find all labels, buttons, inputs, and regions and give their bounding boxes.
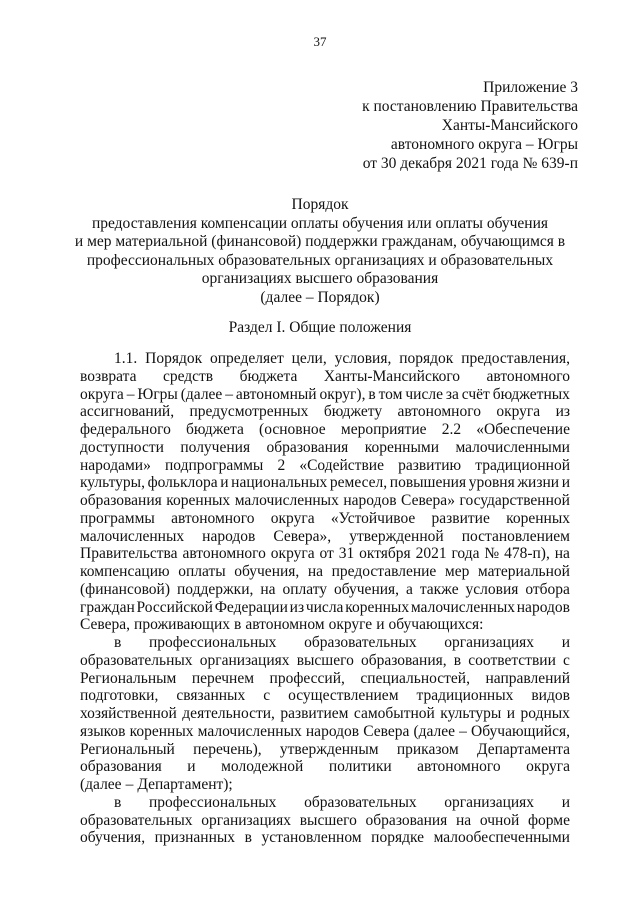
body-line bbox=[80, 776, 570, 794]
word: от bbox=[319, 545, 334, 563]
word: возврата bbox=[80, 367, 137, 385]
word: мероприятие bbox=[340, 421, 427, 438]
body-line bbox=[80, 670, 570, 688]
word: малочисленных bbox=[197, 722, 302, 740]
body-line bbox=[80, 474, 570, 492]
word: коренных bbox=[345, 598, 410, 616]
word: Ханты-Мансийского bbox=[323, 367, 461, 385]
word: Севера bbox=[363, 722, 410, 740]
word: организациях bbox=[444, 634, 535, 651]
word: Правительства bbox=[80, 545, 178, 563]
word: округа bbox=[526, 758, 570, 776]
word: порядке bbox=[371, 829, 425, 847]
word: поддержки, bbox=[176, 580, 254, 598]
word: Обучающийся, bbox=[471, 722, 570, 740]
word: (далее bbox=[413, 722, 456, 740]
word: числе bbox=[405, 385, 443, 403]
word: из bbox=[555, 403, 570, 421]
word: оплаты bbox=[178, 563, 226, 580]
body-line bbox=[80, 741, 570, 759]
word: округе bbox=[328, 616, 373, 634]
word: – bbox=[126, 385, 135, 403]
word: (далее bbox=[80, 776, 122, 793]
word: признанных bbox=[154, 829, 236, 847]
word: Региональный bbox=[80, 740, 175, 758]
word: бюджету bbox=[323, 403, 383, 421]
title-line: Порядок bbox=[291, 196, 349, 213]
body-line bbox=[80, 492, 570, 510]
body-line bbox=[80, 812, 570, 830]
word: 2.2 bbox=[441, 421, 462, 438]
word: Севера, bbox=[80, 616, 131, 634]
word: мер bbox=[444, 563, 470, 580]
word: профессиональных bbox=[148, 793, 277, 811]
word: с bbox=[563, 651, 570, 669]
word: самобытной bbox=[353, 705, 435, 722]
page-number: 37 bbox=[313, 34, 327, 49]
word: образования bbox=[365, 811, 448, 829]
word: и bbox=[187, 758, 196, 776]
word: округа bbox=[496, 403, 541, 421]
body-line bbox=[80, 457, 570, 475]
word: октября bbox=[359, 545, 411, 563]
word: округа bbox=[80, 385, 124, 403]
body-line bbox=[80, 758, 570, 776]
word: ассигнований, bbox=[80, 403, 175, 421]
word: предусмотренных bbox=[189, 403, 309, 421]
word: жизни bbox=[517, 474, 560, 492]
word: Югры bbox=[137, 385, 178, 403]
word: государственной bbox=[459, 492, 570, 509]
word: 2021 bbox=[415, 545, 447, 563]
word: образовательных bbox=[304, 793, 417, 811]
body-line bbox=[80, 652, 570, 670]
word: образования bbox=[80, 758, 162, 776]
word: осуществлением bbox=[288, 687, 399, 705]
word: приказом bbox=[396, 740, 459, 758]
body-line bbox=[80, 599, 570, 617]
word: из bbox=[289, 598, 305, 616]
word: Российской bbox=[136, 598, 213, 616]
word: на bbox=[260, 580, 276, 598]
title-line: (далее – Порядок) bbox=[260, 288, 380, 306]
word: в bbox=[368, 385, 376, 403]
word: «Содействие bbox=[299, 456, 384, 474]
word: бюджета bbox=[239, 367, 298, 385]
body-line bbox=[80, 439, 570, 457]
word: организациях bbox=[199, 651, 290, 669]
body-line bbox=[80, 563, 570, 581]
word: Порядок bbox=[145, 350, 203, 367]
word: предоставления, bbox=[461, 350, 570, 367]
word: 2 bbox=[277, 456, 286, 474]
word: материальной bbox=[477, 563, 570, 580]
body-line bbox=[80, 705, 570, 723]
word: постановлением bbox=[461, 527, 570, 545]
body-line bbox=[80, 829, 570, 847]
word: специальностей, bbox=[360, 669, 470, 687]
word: округа bbox=[270, 509, 315, 527]
word: форме bbox=[528, 811, 570, 829]
word: профессиональных bbox=[148, 634, 277, 651]
word: – bbox=[125, 776, 134, 793]
word: в bbox=[234, 616, 242, 634]
word: направлений bbox=[485, 669, 570, 687]
word: в bbox=[114, 634, 122, 651]
word: автономного bbox=[397, 403, 481, 421]
appendix-header bbox=[362, 78, 578, 173]
word: том bbox=[378, 385, 403, 403]
word: родных bbox=[520, 705, 570, 722]
word: предоставление bbox=[331, 563, 437, 580]
appendix-line: от 30 декабря 2021 года № 639-п bbox=[362, 155, 578, 172]
word: соответствии bbox=[468, 651, 556, 669]
word: фольклора bbox=[147, 474, 218, 492]
body-line bbox=[80, 616, 570, 634]
word: Севера» bbox=[401, 492, 455, 509]
word: образования bbox=[80, 492, 162, 509]
word: утвержденным bbox=[279, 740, 379, 758]
word: уровня bbox=[468, 474, 515, 492]
word: числа bbox=[305, 598, 344, 616]
word: малочисленных bbox=[234, 492, 339, 509]
word: коренными bbox=[364, 438, 439, 456]
word: профессий, bbox=[269, 669, 345, 687]
word: оплату bbox=[282, 580, 328, 598]
body-line bbox=[80, 510, 570, 528]
word: политики bbox=[328, 758, 392, 776]
word: народов bbox=[305, 722, 360, 740]
word: коренных bbox=[166, 492, 231, 509]
word: Департамент); bbox=[137, 776, 233, 793]
word: деятельности, bbox=[182, 705, 275, 722]
word: видов bbox=[531, 687, 570, 705]
body-line bbox=[80, 545, 570, 563]
document-title bbox=[60, 196, 580, 308]
word: за bbox=[445, 385, 459, 403]
word: доступности bbox=[80, 438, 164, 456]
word: и bbox=[506, 705, 516, 722]
word: национальных bbox=[231, 474, 328, 492]
word: округ), bbox=[319, 385, 366, 403]
word: и bbox=[561, 793, 570, 811]
word: образовательных bbox=[80, 811, 193, 829]
word: бюджетных bbox=[492, 385, 570, 403]
word: языков bbox=[80, 722, 126, 740]
section-title: Раздел I. Общие положения bbox=[228, 319, 412, 336]
body-line bbox=[80, 350, 570, 368]
word: ремесел, bbox=[329, 474, 388, 492]
word: условия bbox=[465, 580, 519, 598]
word: народов bbox=[516, 598, 570, 616]
word: образования, bbox=[361, 651, 447, 669]
word: условия, bbox=[334, 350, 392, 367]
word: в bbox=[244, 829, 252, 847]
word: традиционной bbox=[475, 456, 570, 474]
body-line bbox=[80, 687, 570, 705]
word: и bbox=[220, 474, 229, 492]
word: утвержденной bbox=[349, 527, 444, 545]
word: обучения, bbox=[333, 580, 400, 598]
word: развитию bbox=[398, 456, 462, 474]
word: обучения, bbox=[80, 829, 146, 847]
word: – bbox=[459, 722, 467, 740]
word: традиционных bbox=[416, 687, 514, 705]
appendix-line: к постановлению Правительства bbox=[362, 98, 578, 115]
word: порядок bbox=[399, 350, 454, 367]
word: коренных bbox=[506, 509, 570, 527]
appendix-line: Ханты-Мансийского bbox=[441, 117, 578, 134]
word: отбора bbox=[525, 580, 570, 598]
word: обучения, bbox=[234, 563, 300, 580]
word: молодежной bbox=[221, 758, 304, 776]
word: и bbox=[376, 616, 385, 634]
word: граждан bbox=[80, 598, 135, 616]
word: хозяйственной bbox=[80, 705, 177, 722]
word: коренных bbox=[129, 722, 194, 740]
title-line: и мер материальной (финансовой) поддержки гражданам, обучающимся в bbox=[74, 233, 566, 251]
body-line bbox=[80, 723, 570, 741]
word: образовательных bbox=[304, 634, 417, 651]
body-line bbox=[80, 421, 570, 439]
word: малочисленными bbox=[455, 438, 570, 456]
word: программы bbox=[80, 509, 155, 527]
word: малообеспеченными bbox=[433, 829, 570, 847]
word: 478-п), bbox=[504, 545, 550, 563]
word: обучающихся: bbox=[388, 616, 484, 634]
body-line bbox=[80, 581, 570, 599]
word: а bbox=[405, 580, 413, 598]
word: культуры, bbox=[80, 474, 145, 492]
word: Федерации bbox=[214, 598, 288, 616]
word: средств bbox=[162, 367, 214, 385]
appendix-line: автономного округа – Югры bbox=[390, 136, 578, 153]
word: организациях bbox=[201, 811, 292, 829]
word: Севера», bbox=[273, 527, 332, 545]
word: подготовки, bbox=[80, 687, 159, 705]
word: перечнем bbox=[191, 669, 255, 687]
word: развитием bbox=[280, 705, 349, 722]
word: на bbox=[307, 563, 324, 580]
body-line bbox=[80, 386, 570, 404]
word: и bbox=[561, 474, 570, 492]
word: 31 bbox=[338, 545, 355, 563]
word: Департамента bbox=[476, 740, 570, 758]
word: развитие bbox=[431, 509, 490, 527]
body-line bbox=[80, 368, 570, 386]
word: связанных bbox=[176, 687, 246, 705]
word: автономного bbox=[417, 758, 501, 776]
word: и bbox=[561, 634, 570, 651]
word: (основное bbox=[259, 421, 326, 438]
word: организациях bbox=[444, 793, 535, 811]
word: народами» bbox=[80, 456, 151, 474]
word: (далее bbox=[180, 385, 223, 403]
word: (финансовой) bbox=[80, 580, 171, 598]
appendix-line: Приложение 3 bbox=[483, 79, 578, 96]
body-line bbox=[80, 634, 570, 652]
word: автономный bbox=[235, 385, 317, 403]
word: высшего bbox=[299, 811, 357, 829]
title-line: профессиональных образовательных организациях и образовательных bbox=[86, 251, 554, 269]
word: также bbox=[419, 580, 459, 598]
word: бюджета bbox=[186, 421, 244, 438]
word: перечень), bbox=[193, 740, 262, 758]
word: – bbox=[225, 385, 233, 403]
word: с bbox=[263, 687, 271, 705]
word: в bbox=[453, 651, 462, 669]
word: цели, bbox=[291, 350, 327, 367]
body-line bbox=[80, 794, 570, 812]
word: автономного bbox=[171, 509, 255, 527]
word: компенсацию bbox=[80, 563, 170, 580]
word: образовательных bbox=[80, 651, 193, 669]
word: на bbox=[554, 545, 570, 563]
body-line bbox=[80, 403, 570, 421]
word: «Обеспечение bbox=[476, 421, 570, 438]
word: подпрограммы bbox=[165, 456, 264, 474]
word: автономного bbox=[486, 367, 570, 385]
word: народов bbox=[343, 492, 397, 509]
word: определяет bbox=[210, 350, 284, 367]
word: высшего bbox=[296, 651, 354, 669]
body-text bbox=[80, 350, 570, 847]
body-line bbox=[80, 528, 570, 546]
word: образования bbox=[266, 438, 349, 456]
title-line: предоставления компенсации оплаты обучения или оплаты обучения bbox=[91, 214, 549, 232]
word: малочисленных bbox=[80, 527, 185, 545]
word: в bbox=[114, 793, 122, 811]
word: округа bbox=[270, 545, 315, 563]
word: очной bbox=[479, 811, 520, 829]
word: автономного bbox=[182, 545, 266, 563]
word: 1.1. bbox=[114, 350, 138, 367]
word: Региональным bbox=[80, 669, 177, 687]
word: автономном bbox=[245, 616, 325, 634]
word: счёт bbox=[461, 385, 490, 403]
word: федерального bbox=[80, 421, 171, 438]
word: проживающих bbox=[134, 616, 230, 634]
word: народов bbox=[202, 527, 256, 545]
word: года bbox=[451, 545, 480, 563]
word: установленном bbox=[261, 829, 362, 847]
word: на bbox=[455, 811, 472, 829]
word: «Устойчивое bbox=[330, 509, 416, 527]
word: повышения bbox=[389, 474, 467, 492]
word: получения bbox=[180, 438, 251, 456]
word: культуры bbox=[440, 705, 502, 722]
word: малочисленных bbox=[410, 598, 515, 616]
word: № bbox=[484, 545, 500, 563]
title-line: организациях высшего образования bbox=[201, 270, 439, 288]
